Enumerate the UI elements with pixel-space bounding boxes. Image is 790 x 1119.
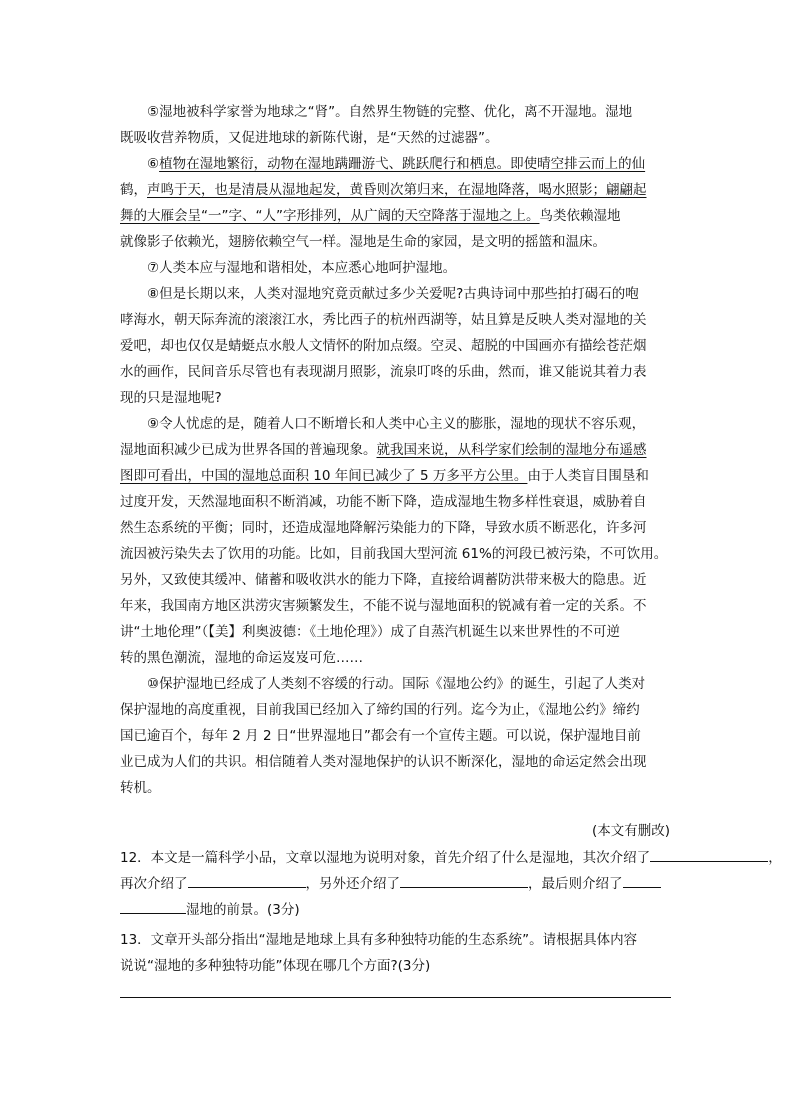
line-text: 鹤， [120, 182, 147, 198]
text-line [120, 897, 790, 923]
text-line: 过度开发，天然湿地面积不断消减，功能不断下降，造成湿地生物多样性衰退，威胁着自 [120, 494, 647, 510]
text-line: ⑦人类本应与湿地和谐相处，本应悉心地呵护湿地。 [147, 260, 457, 276]
text-line [120, 845, 790, 871]
text-line: 现的只是湿地呢? [120, 390, 222, 406]
text-line [120, 203, 680, 229]
line-text: 再次介绍了 [120, 876, 188, 892]
text-line [120, 151, 680, 177]
text-line: 年来，我国南方地区洪涝灾害频繁发生，不能不说与湿地面积的锐减有着一定的关系。不 [120, 598, 647, 614]
answer-blank[interactable] [120, 899, 186, 914]
line-text: ，另外还介绍了 [305, 876, 400, 892]
text-line: 就像影子依赖光，翅膀依赖空气一样。湿地是生命的家园，是文明的摇篮和温床。 [120, 234, 606, 250]
answer-blank[interactable] [650, 847, 768, 862]
text-line: 转的黑色潮流，湿地的命运岌岌可危…… [120, 650, 363, 666]
paragraph-8 [120, 281, 680, 411]
question-12 [120, 845, 790, 923]
answer-blank[interactable] [623, 873, 661, 888]
text-line [120, 871, 790, 897]
text-line: 讲“土地伦理”（【美】利奥波德：《土地伦理》）成了自蒸汽机诞生以来世界性的不可逆 [120, 624, 620, 640]
paragraph-5 [120, 99, 680, 151]
text-line: 然生态系统的平衡；同时，还造成湿地降解污染能力的下降，导致水质不断恶化，许多河 [120, 520, 647, 536]
text-line: 另外，又致使其缓冲、储蓄和吸收洪水的能力下降，直接给调蓄防洪带来极大的隐患。近 [120, 572, 647, 588]
paragraph-10 [120, 671, 680, 801]
text-line: 既吸收营养物质，又促进地球的新陈代谢，是“天然的过滤器”。 [120, 130, 499, 146]
text-line [120, 177, 680, 203]
answer-line[interactable] [120, 997, 671, 998]
text-line: 爱吧，却也仅仅是蜻蜓点水般人文情怀的附加点缀。空灵、超脱的中国画亦有描绘苍茫烟 [120, 338, 647, 354]
underlined-text: 图即可看出，中国的湿地总面积 10 年间已减少了 5 万多平方公里。 [120, 468, 528, 484]
underlined-text: 声鸣于天，也是清晨从湿地起发，黄昏则次第归来，在湿地降落，喝水照影；翩翩起 [147, 182, 647, 198]
text-line: 国已逾百个，每年 2 月 2 日“世界湿地日”都会有一个宣传主题。可以说，保护湿地目前 [120, 728, 641, 744]
question-13 [120, 927, 790, 979]
paragraph-7 [120, 255, 680, 281]
underlined-text: 就我国来说，从科学家们绘制的湿地分布遥感 [376, 442, 647, 458]
line-text: 湿地面积减少已成为世界各国的普遍现象。 [120, 442, 377, 458]
paragraph-6 [120, 151, 680, 255]
text-line: 13．文章开头部分指出“湿地是地球上具有多种独特功能的生态系统”。请根据具体内容 [120, 932, 638, 948]
question-text: 12．本文是一篇科学小品，文章以湿地为说明对象，首先介绍了什么是湿地，其次介绍了 [120, 850, 651, 866]
underlined-text: 植物在湿地繁衍，动物在湿地蹒跚游弋、跳跃爬行和栖息。即使晴空排云而上的仙 [159, 156, 646, 172]
line-text: 湿地的前景。(3分) [186, 902, 300, 918]
line-text: ， [768, 850, 782, 866]
paragraph-9 [120, 411, 680, 671]
text-line: ⑩保护湿地已经成了人类刻不容缓的行动。国际《湿地公约》的诞生，引起了人类对 [147, 676, 646, 692]
line-text: 由于人类盲目围垦和 [527, 468, 649, 484]
text-line [120, 437, 680, 463]
line-text: ，最后则介绍了 [528, 876, 623, 892]
text-line: 哮海水，朝天际奔流的滚滚江水，秀比西子的杭州西湖等，姑且算是反映人类对湿地的关 [120, 312, 647, 328]
source-note: (本文有删改) [591, 823, 670, 839]
text-line: ⑨令人忧虑的是，随着人口不断增长和人类中心主义的膨胀，湿地的现状不容乐观， [147, 416, 646, 432]
text-line [120, 463, 680, 489]
text-line: 业已成为人们的共识。相信随着人类对湿地保护的认识不断深化，湿地的命运定然会出现 [120, 754, 647, 770]
text-line: 保护湿地的高度重视，目前我国已经加入了缔约国的行列。迄今为止，《湿地公约》缔约 [120, 702, 640, 718]
text-line: ⑧但是长期以来，人类对湿地究竟贡献过多少关爱呢?古典诗词中那些拍打碣石的咆 [147, 286, 639, 302]
text-line: 流因被污染失去了饮用的功能。比如，目前我国大型河流 61%的河段已被污染，不可饮用。 [120, 546, 668, 562]
answer-blank[interactable] [400, 873, 528, 888]
text-line: 转机。 [120, 780, 161, 796]
text-line: 水的画作，民间音乐尽管也有表现湖月照影，流泉叮咚的乐曲，然而，谁又能说其着力表 [120, 364, 647, 380]
line-text: 鸟类依赖湿地 [539, 208, 621, 224]
paragraph-marker: ⑥ [147, 156, 160, 172]
answer-blank[interactable] [188, 873, 306, 888]
text-line: 说说“湿地的多种独特功能”体现在哪几个方面?(3分) [120, 958, 431, 974]
text-line: ⑤湿地被科学家誉为地球之“肾”。自然界生物链的完整、优化，离不开湿地。湿地 [147, 104, 633, 120]
underlined-text: 舞的大雁会呈“一”字、“人”字形排列，从广阔的天空降落于湿地之上。 [120, 208, 540, 224]
